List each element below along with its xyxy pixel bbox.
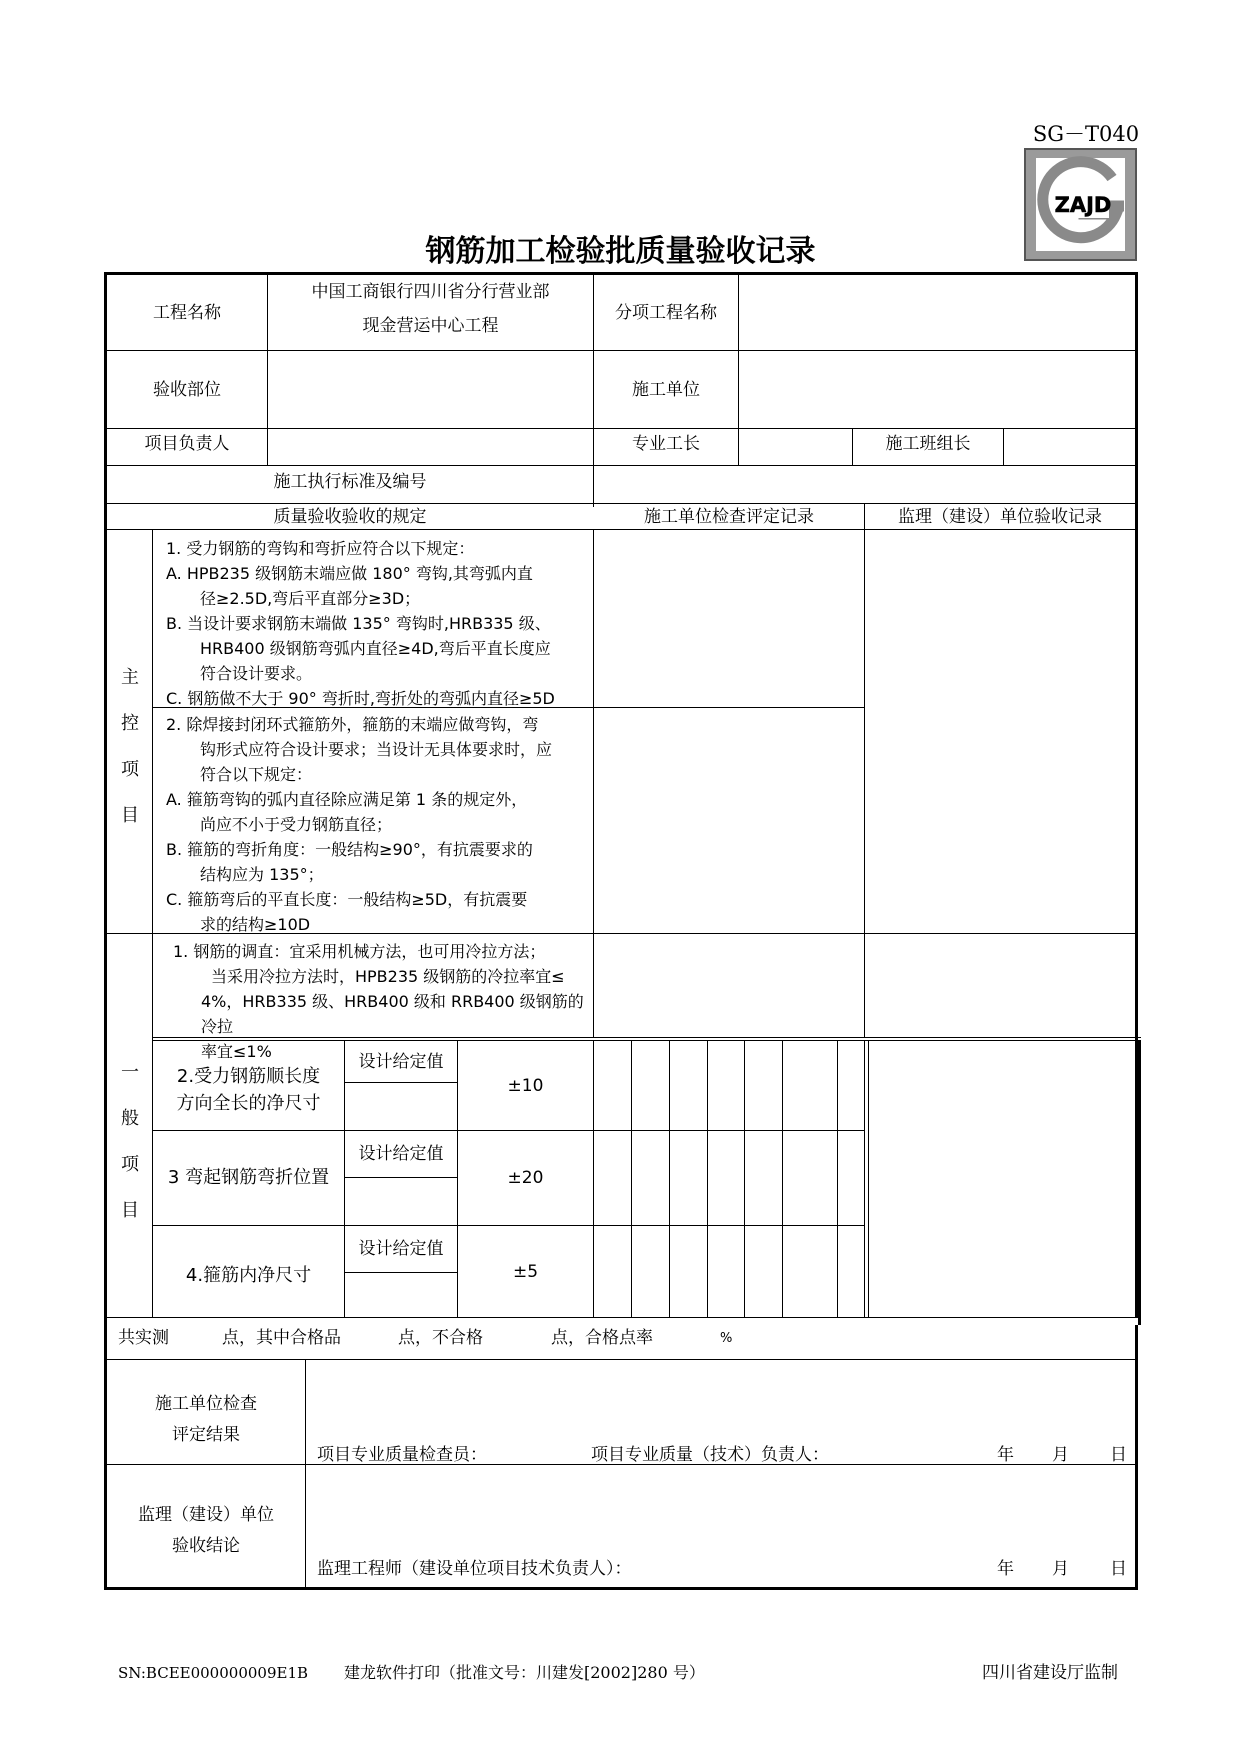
- acceptance-part-label: 验收部位: [153, 379, 221, 400]
- footer-software: 建龙软件打印（批准文号：川建发[2002]280 号）: [344, 1663, 705, 1682]
- project-manager-field[interactable]: [268, 429, 593, 465]
- main-item-2-check-record[interactable]: [594, 708, 864, 933]
- supervision-day: 日: [1110, 1559, 1127, 1579]
- general-item-3-label: 3 弯起钢筋弯折位置: [167, 1167, 330, 1188]
- summary-unqualified: 点，不合格: [398, 1328, 483, 1348]
- general-item-4-label: 4.箍筋内净尺寸: [185, 1265, 312, 1286]
- general-items-supervision-record[interactable]: [869, 1041, 1138, 1317]
- foreman-label: 专业工长: [632, 434, 700, 454]
- main-items-supervision-record[interactable]: [865, 530, 1135, 933]
- main-items-side-label: 主 控 项 目: [121, 667, 139, 826]
- main-item-1: 1. 受力钢筋的弯钩和弯折应符合以下规定： A. HPB235 级钢筋末端应做 180° 弯钩,其弯弧内直 径≥2.5D,弯后平直部分≥3D； B. 当设计要求钢筋末端做 135° 弯钩时,HRB335 级、 HRB400 级钢筋弯弧内直径≥4D,弯后平直长度应 符合设计要求。 C. 钢筋做不大于 90° 弯折时,弯折处的弯弧内直径≥5D: [166, 539, 555, 708]
- construction-result-label: 施工单位检查 评定结果: [155, 1394, 257, 1445]
- quality-manager-label: 项目专业质量（技术）负责人：: [591, 1445, 829, 1465]
- supervision-month: 月: [1052, 1559, 1069, 1579]
- supervision-result-label: 监理（建设）单位 验收结论: [138, 1505, 274, 1556]
- design-value-field[interactable]: [345, 1273, 457, 1317]
- summary-rate: 点，合格点率: [551, 1328, 653, 1348]
- general-item-2-label: 2.受力钢筋顺长度 方向全长的净尺寸: [176, 1066, 321, 1114]
- supervision-year: 年: [997, 1559, 1014, 1579]
- design-value-field[interactable]: [345, 1178, 457, 1225]
- main-item-2: 2. 除焊接封闭环式箍筋外，箍筋的末端应做弯钩，弯 钩形式应符合设计要求；当设计无具体要求时，应 符合以下规定： A. 箍筋弯钩的弧内直径除应满足第 1 条的规定外， 尚应不小于受力钢筋直径； B. 箍筋的弯折角度：一般结构≥90°，有抗震要求的 结构应为 135°； C. 箍筋弯后的平直长度：一般结构≥5D，有抗震要 求的结构≥10D: [166, 715, 553, 934]
- summary-total: 共实测: [118, 1328, 169, 1348]
- project-name-line-1: 中国工商银行四川省分行营业部: [311, 282, 550, 302]
- general-item-1-check-record[interactable]: [594, 934, 864, 1037]
- project-manager-label: 项目负责人: [144, 434, 230, 454]
- general-item-1: 1. 钢筋的调直：宜采用机械方法，也可用冷拉方法； 当采用冷拉方法时，HPB235 级钢筋的冷拉率宜≤ 4%，HRB335 级、HRB400 级和 RRB400 级钢筋的冷拉 率宜≤1%: [173, 942, 584, 1061]
- summary-qualified: 点，其中合格品: [222, 1328, 341, 1348]
- page-title: 钢筋加工检验批质量验收记录: [425, 234, 816, 269]
- standard-field[interactable]: [594, 466, 1135, 503]
- tolerance-value: ±5: [512, 1261, 539, 1282]
- project-name-line-2: 现金营运中心工程: [362, 316, 499, 336]
- construction-year: 年: [997, 1445, 1014, 1465]
- standard-label: 施工执行标准及编号: [273, 472, 427, 492]
- construction-day: 日: [1110, 1445, 1127, 1465]
- project-name-label: 工程名称: [153, 302, 221, 323]
- design-value-label: 设计给定值: [358, 1051, 444, 1072]
- logo-text: ZAJD: [1054, 193, 1112, 217]
- main-item-1-check-record[interactable]: [594, 530, 864, 707]
- construction-month: 月: [1052, 1445, 1069, 1465]
- general-items-side-label: 一 般 项 目: [121, 1062, 139, 1221]
- rule-header: 质量验收验收的规定: [273, 507, 427, 527]
- sub-project-label: 分项工程名称: [615, 302, 717, 323]
- form-code: SG－T040: [1032, 122, 1140, 146]
- tolerance-value: ±20: [507, 1168, 544, 1188]
- supervision-header: 监理（建设）单位验收记录: [898, 507, 1102, 527]
- construction-unit-field[interactable]: [739, 351, 1135, 428]
- footer-authority: 四川省建设厅监制: [982, 1663, 1118, 1683]
- acceptance-part-field[interactable]: [268, 351, 593, 428]
- check-record-header: 施工单位检查评定记录: [644, 507, 814, 527]
- footer-sn: SN:BCEE000000009E1B: [118, 1664, 309, 1682]
- sub-project-field[interactable]: [739, 275, 1135, 350]
- team-leader-field[interactable]: [1004, 429, 1135, 465]
- team-leader-label: 施工班组长: [885, 434, 971, 454]
- summary-percent: %: [720, 1331, 733, 1346]
- design-value-label: 设计给定值: [358, 1239, 444, 1259]
- project-name-value: [268, 275, 593, 350]
- quality-inspector-label: 项目专业质量检查员：: [317, 1445, 487, 1465]
- design-value-field[interactable]: [345, 1083, 457, 1130]
- supervision-engineer-label: 监理工程师（建设单位项目技术负责人）：: [317, 1559, 632, 1579]
- foreman-field[interactable]: [739, 429, 852, 465]
- design-value-label: 设计给定值: [358, 1144, 444, 1164]
- tolerance-value: ±10: [507, 1075, 544, 1096]
- construction-unit-label: 施工单位: [632, 379, 700, 400]
